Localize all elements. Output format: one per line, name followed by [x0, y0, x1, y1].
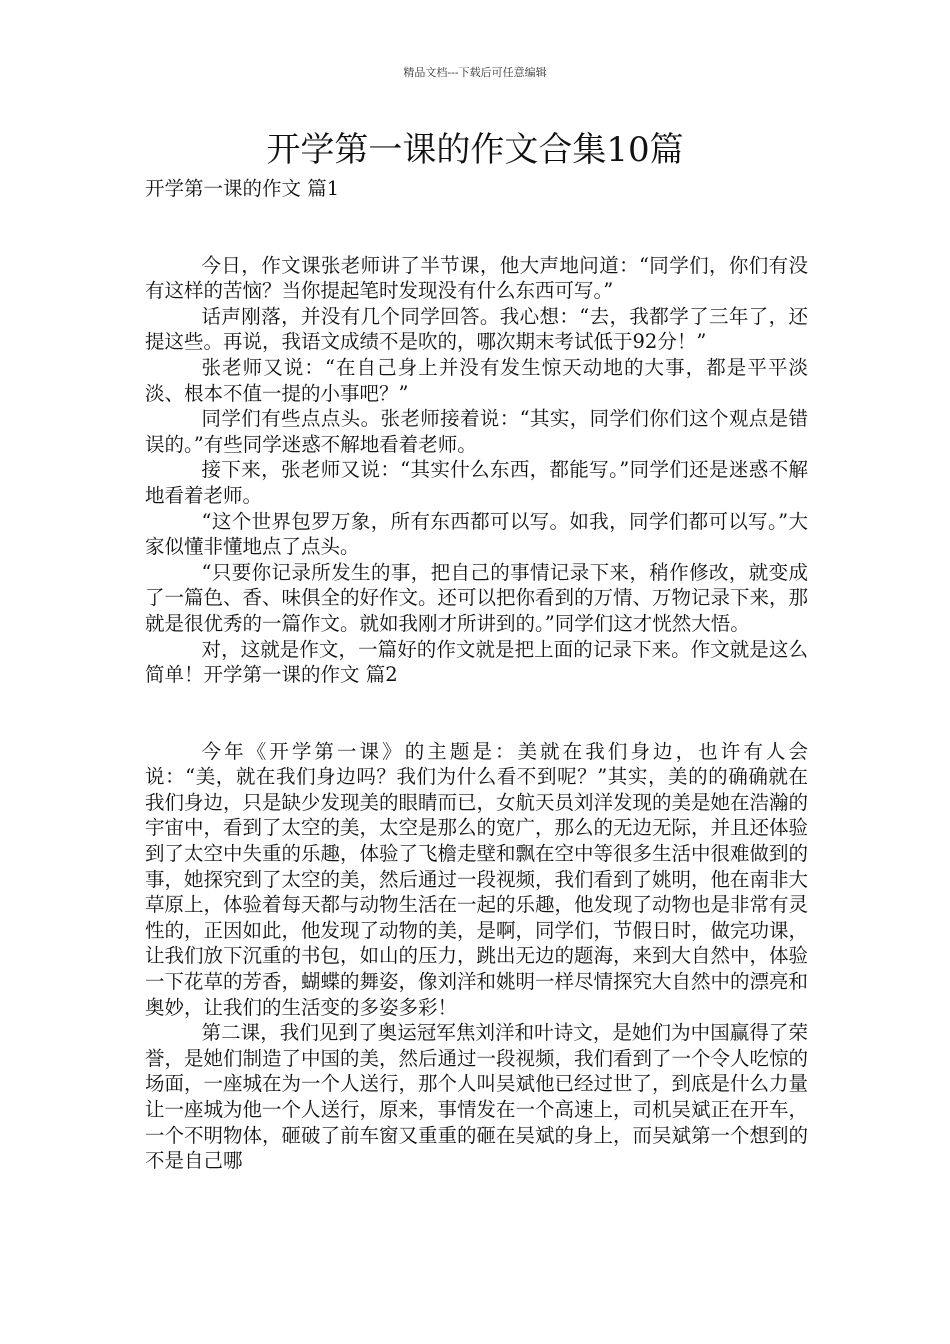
paragraph: 话声刚落，并没有几个同学回答。我心想：“去，我都学了三年了，还提这些。再说，我语文成绩不是吹的，哪次期末考试低于92分！” — [145, 304, 808, 354]
paragraph: 对，这就是作文，一篇好的作文就是把上面的记录下来。作文就是这么简单！开学第一课的作文 篇2 — [145, 637, 808, 687]
page-header-note: 精品文档---下载后可任意编辑 — [403, 66, 547, 79]
paragraph: 接下来，张老师又说：“其实什么东西，都能写。”同学们还是迷惑不解地看着老师。 — [145, 458, 808, 507]
document-body — [145, 176, 808, 1174]
section-spacer — [145, 688, 808, 739]
paragraph: “只要你记录所发生的事，把自己的事情记录下来，稍作修改，就变成了一篇色、香、味俱全的好作文。还可以把你看到的万情、万物记录下来，那就是很优秀的一篇作文。就如我刚才所讲到的。”同学们这才恍然大悟。 — [145, 560, 809, 635]
paragraph: 今日，作文课张老师讲了半节课，他大声地问道：“同学们，你们有没有这样的苦恼？当你提起笔时发现没有什么东西可写。” — [145, 253, 808, 303]
paragraph: 张老师又说：“在自己身上并没有发生惊天动地的大事，都是平平淡淡、根本不值一提的小事吧？” — [145, 355, 808, 405]
document-title: 开学第一课的作文合集10篇 — [266, 130, 684, 170]
section-spacer — [145, 202, 808, 253]
paragraph: “这个世界包罗万象，所有东西都可以写。如我，同学们都可以写。”大家似懂非懂地点了点头。 — [145, 509, 808, 559]
paragraph: 同学们有些点点头。张老师接着说：“其实，同学们你们这个观点是错误的。”有些同学迷惑不解地看着老师。 — [145, 407, 808, 456]
paragraph: 第二课，我们见到了奥运冠军焦刘洋和叶诗文，是她们为中国赢得了荣誉，是她们制造了中国的美，然后通过一段视频，我们看到了一个令人吃惊的场面，一座城在为一个人送行，那个人叫吴斌他已经过世了，到底是什么力量让一座城为他一个人送行，原来，事情发在一个高速上，司机吴斌正在开车，一个不明物体，砸破了前车窗又重重的砸在吴斌的身上，而吴斌第一个想到的不是自己哪 — [145, 1021, 809, 1173]
paragraph: 今年《开学第一课》的主题是：美就在我们身边，也许有人会说：“美，就在我们身边吗？我们为什么看不到呢？”其实，美的的确确就在我们身边，只是缺少发现美的眼睛而已，女航天员刘洋发现的美是她在浩瀚的宇宙中，看到了太空的美，太空是那么的宽广，那么的无边无际，并且还体验到了太空中失重的乐趣，体验了飞檐走壁和飘在空中等很多生活中很难做到的事，她探究到了太空的美，然后通过一段视频，我们看到了姚明，他在南非大草原上，体验着每天都与动物生活在一起的乐趣，他发现了动物也是非常有灵性的，正因如此，他发现了动物的美，是啊，同学们，节假日时，做完功课，让我们放下沉重的书包，如山的压力，跳出无边的题海，来到大自然中，体验一下花草的芳香，蝴蝶的舞姿，像刘洋和姚明一样尽情探究大自然中的漂亮和奥妙，让我们的生活变的多姿多彩！ — [145, 739, 809, 1019]
section-heading-1: 开学第一课的作文 篇1 — [145, 177, 340, 200]
